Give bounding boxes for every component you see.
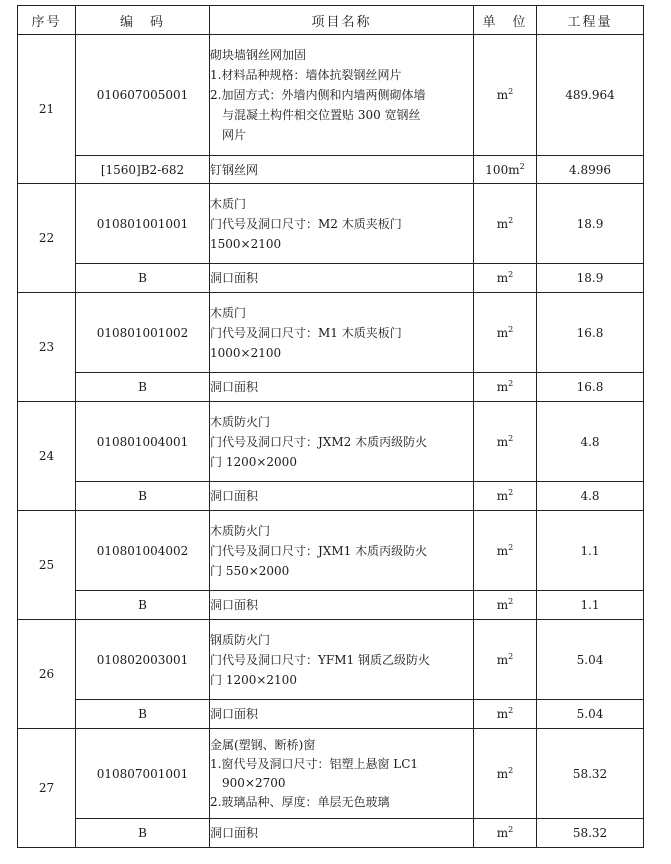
- qty-cell: 5.04: [537, 700, 644, 729]
- name-line: 门代号及洞口尺寸：YFM1 钢质乙级防火: [210, 652, 430, 667]
- unit-cell: $m^2$: [474, 35, 537, 156]
- name-cell: [210, 35, 474, 156]
- code-cell: 010801004001: [76, 402, 210, 482]
- bill-of-quantities-table: [17, 5, 644, 848]
- unit-cell: $m^2$: [474, 819, 537, 848]
- name-cell: [210, 402, 474, 482]
- name-cell: [210, 156, 474, 184]
- unit-cell: $m^2$: [474, 591, 537, 620]
- table-row: [18, 156, 644, 184]
- table-row: [18, 184, 644, 264]
- code-cell: 010801001002: [76, 293, 210, 373]
- table-row: [18, 729, 644, 819]
- unit-cell: $m^2$: [474, 402, 537, 482]
- name-cell: [210, 700, 474, 729]
- name-line: 钉钢丝网: [210, 162, 259, 177]
- name-line: 洞口面积: [210, 489, 259, 503]
- table-row: [18, 373, 644, 402]
- code-cell: 010802003001: [76, 620, 210, 700]
- code-cell: 010607005001: [76, 35, 210, 156]
- seq-cell: 22: [18, 184, 76, 293]
- code-cell: B: [76, 373, 210, 402]
- name-line: 木质防火门: [210, 523, 271, 538]
- unit-cell: $m^2$: [474, 620, 537, 700]
- name-line: 木质门: [210, 196, 247, 211]
- name-line: 门代号及洞口尺寸：M1 木质夹板门: [210, 325, 402, 340]
- seq-cell: 23: [18, 293, 76, 402]
- name-cell: [210, 591, 474, 620]
- code-cell: [1560]B2-682: [76, 156, 210, 184]
- header-code: 编 码: [76, 6, 210, 35]
- code-cell: B: [76, 482, 210, 511]
- name-cell: [210, 620, 474, 700]
- name-line: 1000×2100: [210, 345, 282, 360]
- qty-cell: 4.8: [537, 402, 644, 482]
- qty-cell: 18.9: [537, 184, 644, 264]
- code-cell: 010801001001: [76, 184, 210, 264]
- code-cell: B: [76, 819, 210, 848]
- name-line: 洞口面积: [210, 707, 259, 721]
- name-line: 900×2700: [222, 775, 286, 790]
- name-line: 木质防火门: [210, 414, 271, 429]
- qty-cell: 489.964: [537, 35, 644, 156]
- name-line: 1.窗代号及洞口尺寸：铝塑上悬窗 LC1: [210, 756, 419, 771]
- unit-cell: $m^2$: [474, 264, 537, 293]
- name-line: 洞口面积: [210, 380, 259, 394]
- header-seq: 序号: [18, 6, 76, 35]
- unit-cell: $m^2$: [474, 184, 537, 264]
- code-cell: 010801004002: [76, 511, 210, 591]
- qty-cell: 4.8996: [537, 156, 644, 184]
- name-line: 网片: [222, 128, 247, 142]
- seq-cell: 26: [18, 620, 76, 729]
- table-row: [18, 35, 644, 156]
- header-row: [18, 6, 644, 35]
- name-line: 洞口面积: [210, 826, 259, 840]
- table-row: [18, 819, 644, 848]
- name-line: 门代号及洞口尺寸：JXM2 木质丙级防火: [210, 434, 428, 449]
- code-cell: B: [76, 591, 210, 620]
- name-line: 1.材料品种规格：墙体抗裂钢丝网片: [210, 68, 402, 82]
- code-cell: B: [76, 264, 210, 293]
- name-line: 金属(塑钢、断桥)窗: [210, 737, 316, 752]
- qty-cell: 5.04: [537, 620, 644, 700]
- name-line: 钢质防火门: [210, 632, 271, 647]
- name-line: 2.玻璃品种、厚度：单层无色玻璃: [210, 794, 390, 809]
- unit-cell: $m^2$: [474, 482, 537, 511]
- name-line: 洞口面积: [210, 598, 259, 612]
- name-cell: [210, 293, 474, 373]
- table-row: [18, 591, 644, 620]
- name-line: 门 550×2000: [210, 563, 290, 578]
- qty-cell: 1.1: [537, 511, 644, 591]
- table-row: [18, 264, 644, 293]
- name-line: 门代号及洞口尺寸：M2 木质夹板门: [210, 216, 402, 231]
- header-unit: 单 位: [474, 6, 537, 35]
- table-row: [18, 511, 644, 591]
- unit-cell: $m^2$: [474, 373, 537, 402]
- seq-cell: 25: [18, 511, 76, 620]
- seq-cell: 27: [18, 729, 76, 848]
- name-cell: [210, 373, 474, 402]
- seq-cell: 21: [18, 35, 76, 184]
- qty-cell: 1.1: [537, 591, 644, 620]
- unit-cell: $m^2$: [474, 293, 537, 373]
- qty-cell: 16.8: [537, 373, 644, 402]
- name-line: 1500×2100: [210, 236, 282, 251]
- name-cell: [210, 511, 474, 591]
- code-cell: B: [76, 700, 210, 729]
- name-line: 门代号及洞口尺寸：JXM1 木质丙级防火: [210, 543, 428, 558]
- unit-cell: $m^2$: [474, 729, 537, 819]
- table-row: [18, 402, 644, 482]
- qty-cell: 16.8: [537, 293, 644, 373]
- table-row: [18, 482, 644, 511]
- name-line: 2.加固方式：外墙内侧和内墙两侧砌体墙: [210, 88, 426, 102]
- name-line: 木质门: [210, 305, 247, 320]
- name-cell: [210, 729, 474, 819]
- unit-cell: $100m^2$: [474, 156, 537, 184]
- name-line: 与混凝土构件相交位置贴 300 宽钢丝: [222, 108, 421, 122]
- table-row: [18, 620, 644, 700]
- name-cell: [210, 482, 474, 511]
- name-cell: [210, 819, 474, 848]
- unit-cell: $m^2$: [474, 511, 537, 591]
- qty-cell: 18.9: [537, 264, 644, 293]
- qty-cell: 58.32: [537, 819, 644, 848]
- name-line: 洞口面积: [210, 271, 259, 285]
- name-line: 砌块墙钢丝网加固: [210, 48, 307, 62]
- name-cell: [210, 184, 474, 264]
- name-line: 门 1200×2000: [210, 454, 297, 469]
- header-qty: 工程量: [537, 6, 644, 35]
- table-row: [18, 700, 644, 729]
- table-row: [18, 293, 644, 373]
- qty-cell: 58.32: [537, 729, 644, 819]
- code-cell: 010807001001: [76, 729, 210, 819]
- name-line: 门 1200×2100: [210, 672, 297, 687]
- name-cell: [210, 264, 474, 293]
- unit-cell: $m^2$: [474, 700, 537, 729]
- qty-cell: 4.8: [537, 482, 644, 511]
- seq-cell: 24: [18, 402, 76, 511]
- header-name: 项目名称: [210, 6, 474, 35]
